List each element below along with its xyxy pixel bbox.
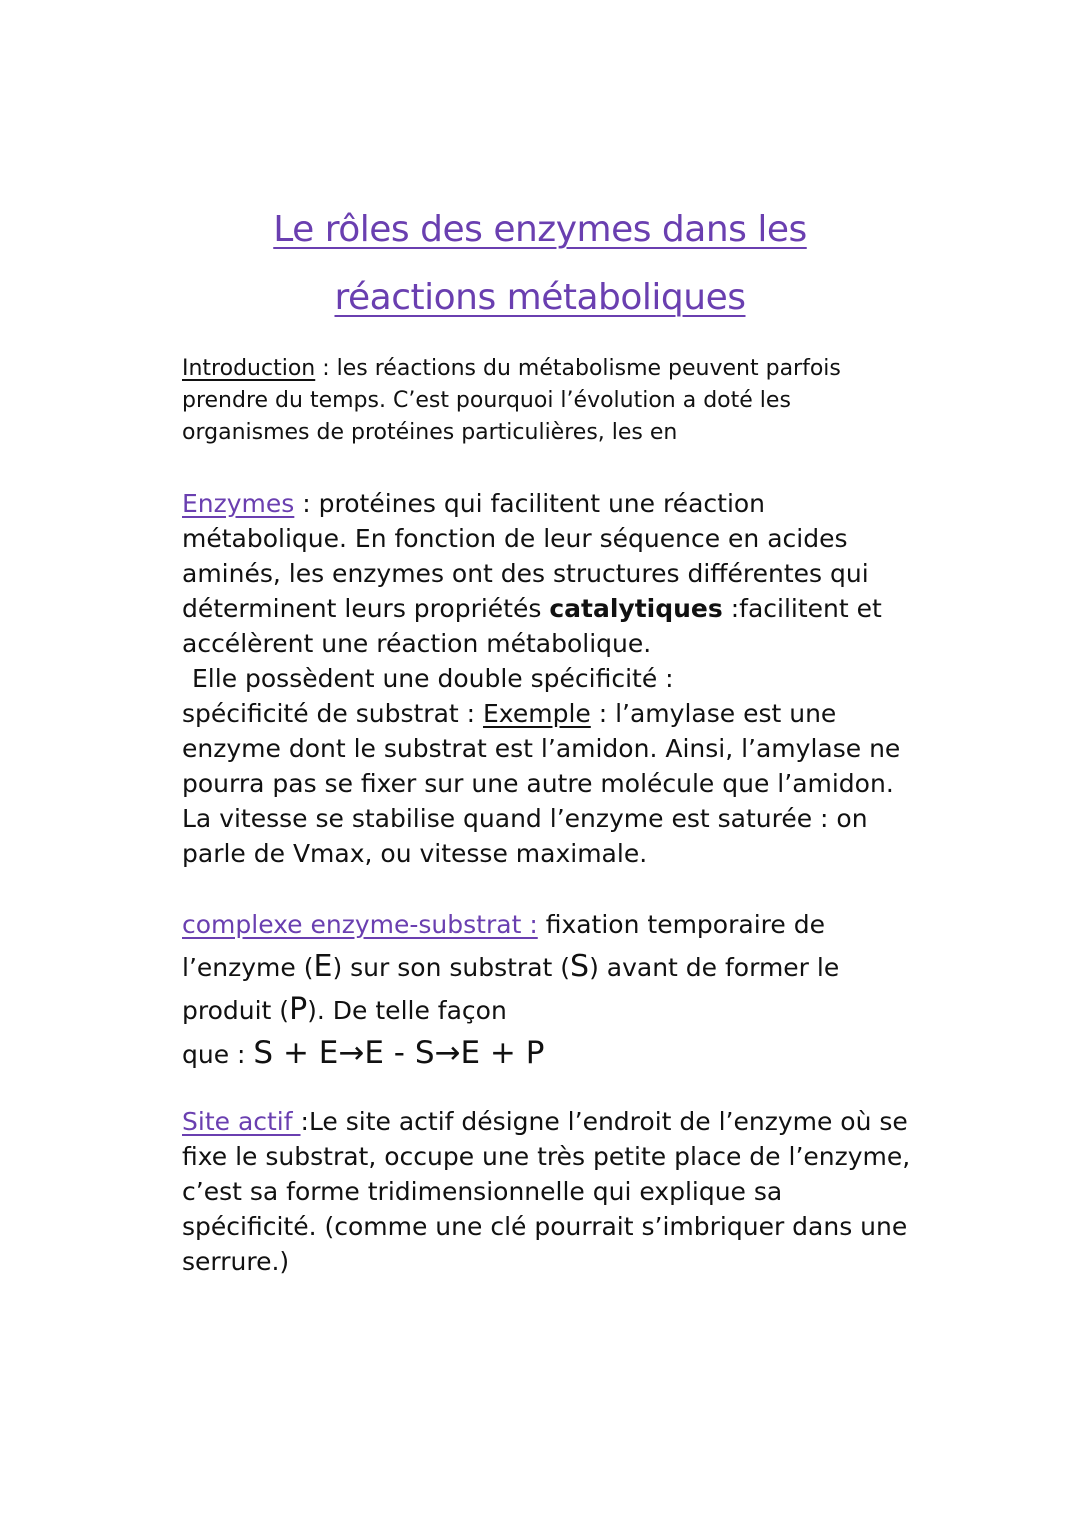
substrat-symbol: S xyxy=(570,949,590,984)
que-label: que : xyxy=(182,1040,254,1069)
enzymes-definition xyxy=(182,486,922,661)
site-actif-text: :Le site actif désigne l’endroit de l’enzyme où se fixe le substrat, occupe une très petite place de l’enzyme, c’est sa forme tridimensionnelle qui explique sa spécificité. (comme une clé pourrait s’imbriquer dans une serrure.) xyxy=(182,1107,911,1276)
complexe-text-1: fixation temporaire de l’enzyme ( xyxy=(182,910,825,982)
introduction-label: Introduction xyxy=(182,356,316,381)
specificite-paragraph xyxy=(182,696,922,871)
title-line-1: Le rôles des enzymes dans les xyxy=(273,209,807,250)
reaction-equation: S + E→E - S→E + P xyxy=(253,1035,545,1071)
complexe-label: complexe enzyme-substrat : xyxy=(182,910,538,939)
site-actif-label: Site actif xyxy=(182,1107,301,1136)
complexe-section xyxy=(182,904,922,1076)
exemple-label: Exemple xyxy=(483,699,591,728)
introduction-paragraph xyxy=(182,353,882,449)
exemple-text: : l’amylase est une enzyme dont le substrat est l’amidon. Ainsi, l’amylase ne pourra pas se fixer sur une autre molécule que l’amidon. La vitesse se stabilise quand l’enzyme est saturée : on parle de Vmax, ou vitesse maximale. xyxy=(182,699,901,868)
complexe-text-3: ) avant de former le produit ( xyxy=(182,953,840,1025)
complexe-definition xyxy=(182,904,922,1032)
enzymes-text-1: : protéines qui facilitent une réaction métabolique. En fonction de leur séquence en acides aminés, les enzymes ont des structures différentes qui déterminent leurs propriétés xyxy=(182,489,869,623)
title-line-2: réactions métaboliques xyxy=(334,277,746,318)
site-actif-definition xyxy=(182,1104,922,1279)
enzyme-symbol: E xyxy=(313,949,333,984)
site-actif-section xyxy=(182,1104,922,1279)
complexe-text-4: ). De telle façon xyxy=(307,996,507,1025)
enzymes-text-2: :facilitent et accélèrent une réaction métabolique. xyxy=(182,594,882,658)
catalytiques-term: catalytiques xyxy=(549,594,723,623)
introduction-text: : les réactions du métabolisme peuvent parfois prendre du temps. C’est pourquoi l’évolution a doté les organismes de protéines particulières, les en xyxy=(182,356,841,445)
enzymes-section xyxy=(182,486,922,871)
page-title xyxy=(0,196,1080,332)
produit-symbol: P xyxy=(289,992,308,1027)
enzymes-label: Enzymes xyxy=(182,489,295,518)
double-specificite-line: Elle possèdent une double spécificité : xyxy=(192,664,674,693)
specificite-prefix: spécificité de substrat : xyxy=(182,699,484,728)
equation-line xyxy=(182,1032,922,1076)
complexe-text-2: ) sur son substrat ( xyxy=(332,953,571,982)
